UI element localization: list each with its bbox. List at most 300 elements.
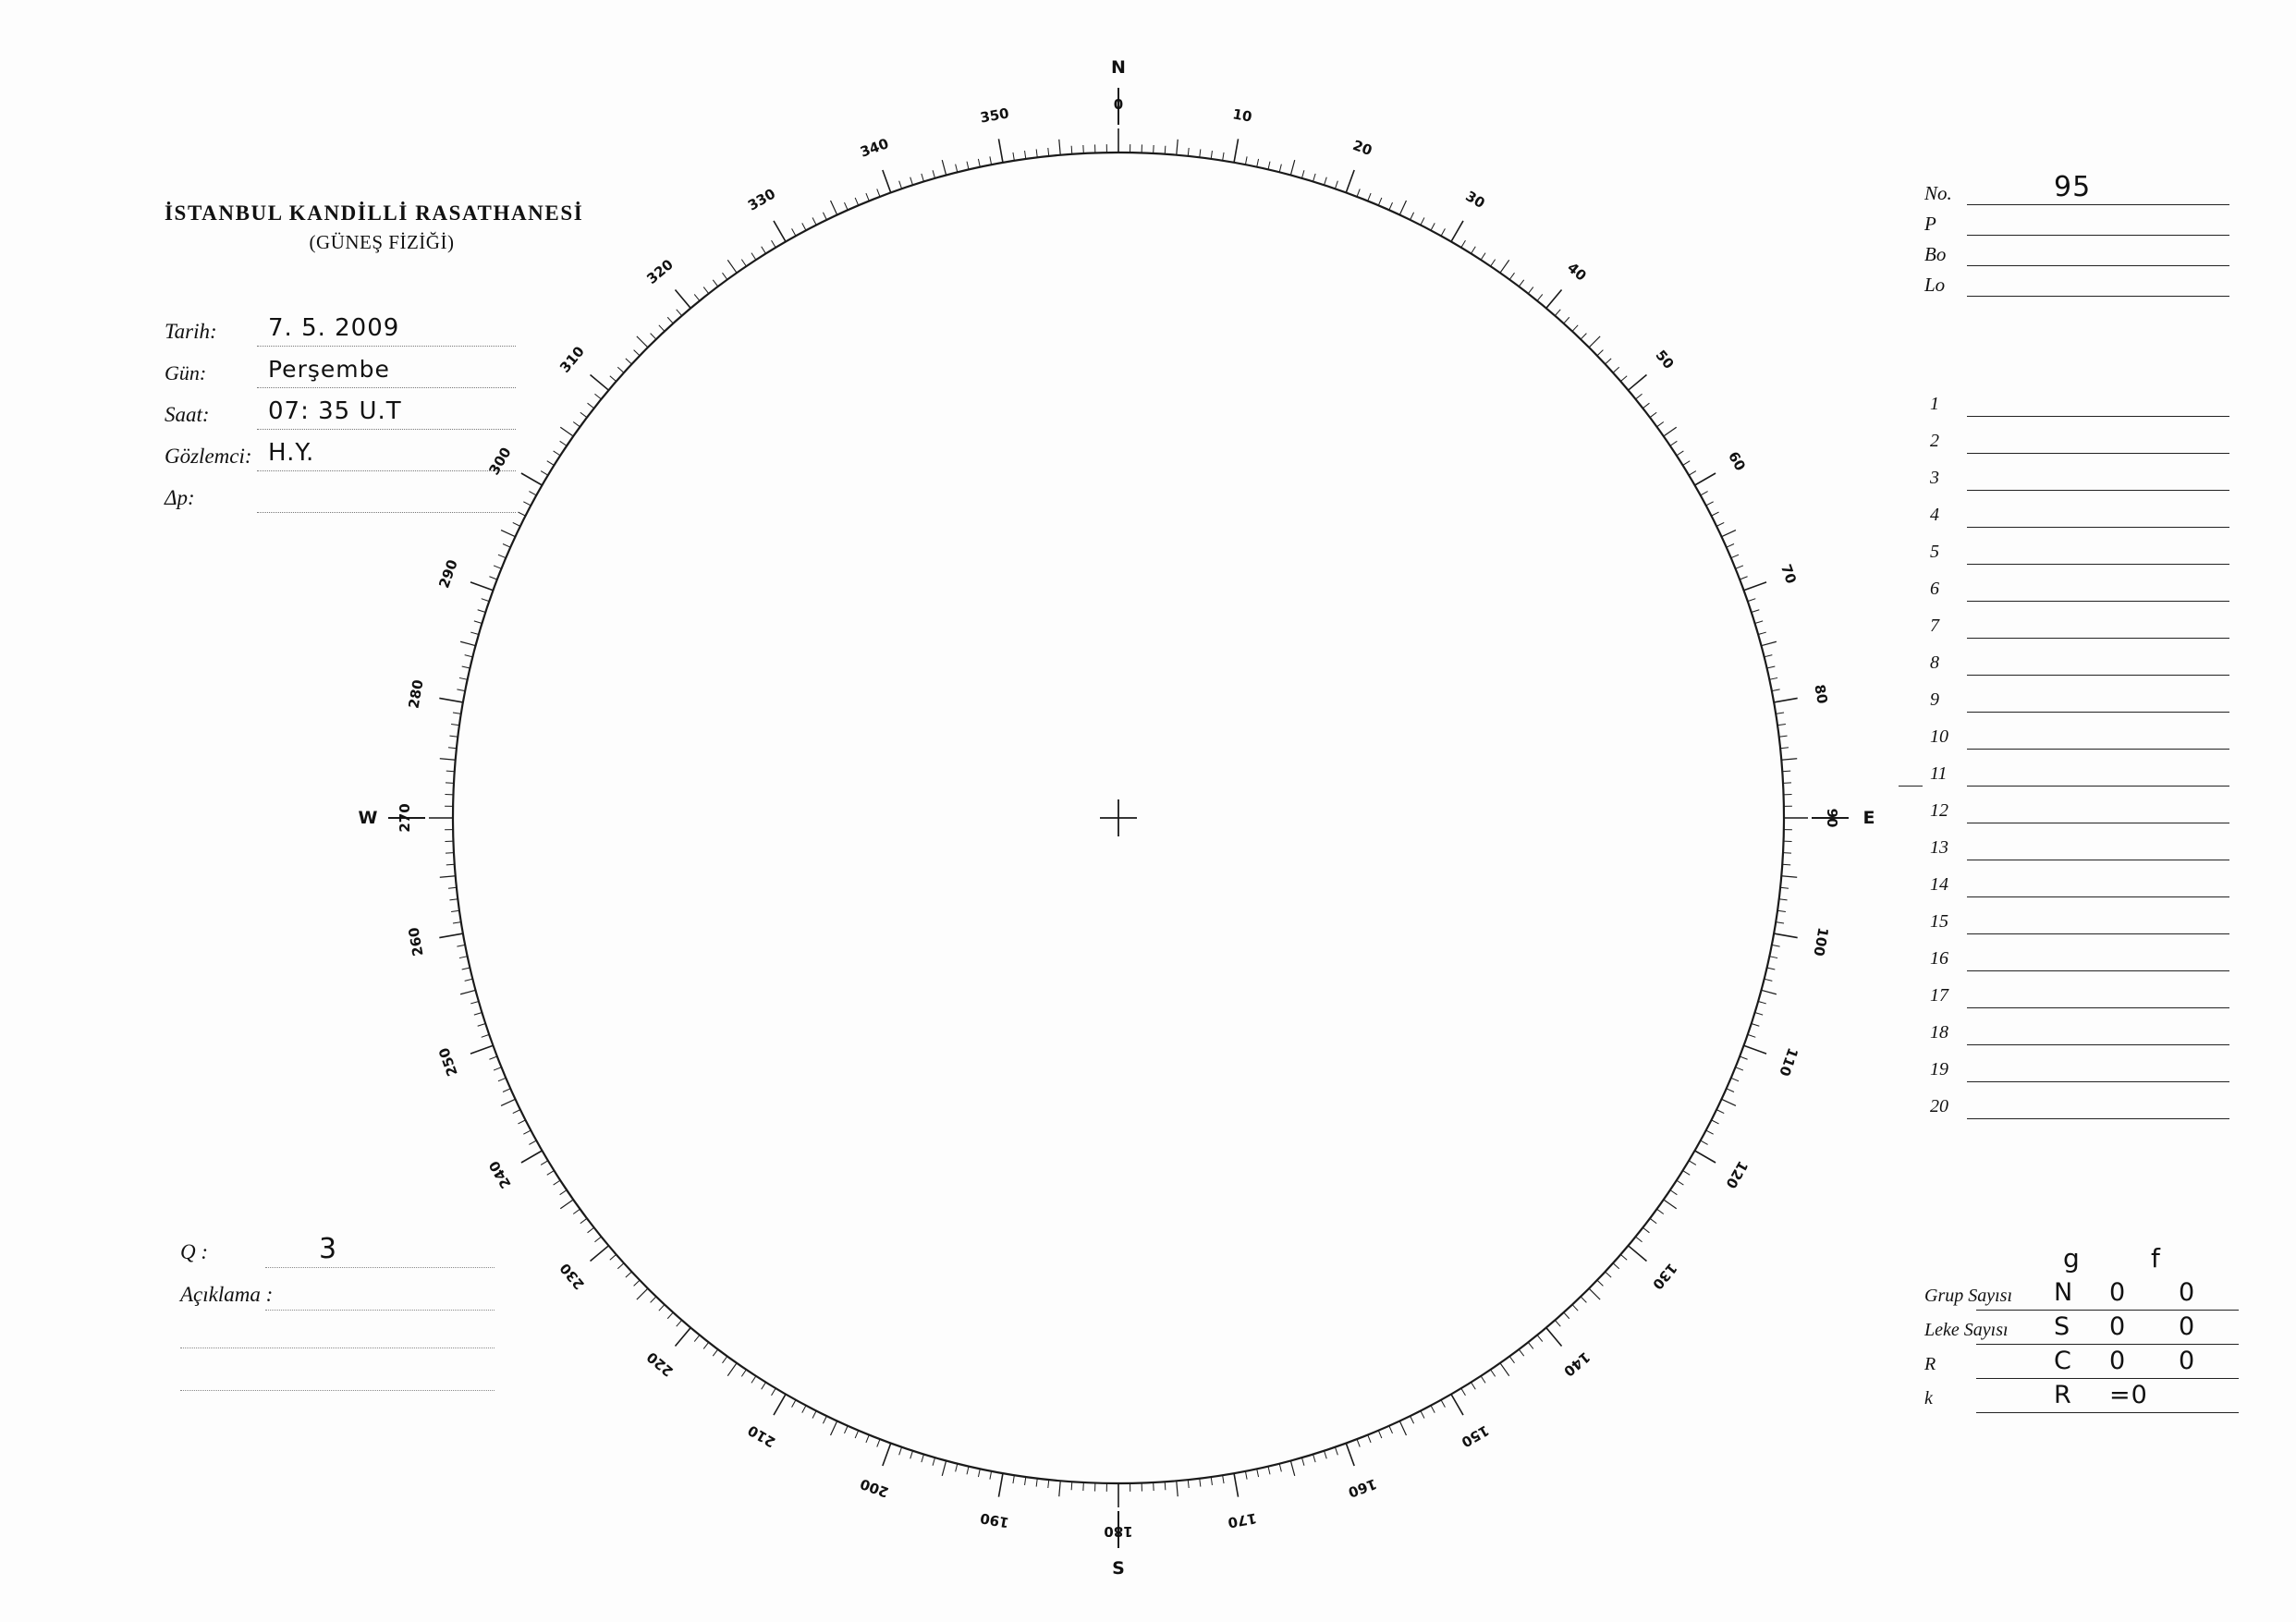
disk-tick [634,1280,640,1286]
numbered-row[interactable] [1924,721,2229,758]
disk-tick [1701,492,1708,495]
numbered-row[interactable] [1924,943,2229,980]
disk-tick [449,899,458,900]
summary-block [1924,1243,2239,1417]
disk-degree-label: 0 [1113,96,1124,113]
panel-lo-rule [1967,296,2229,297]
disk-tick [1059,1481,1060,1496]
disk-tick [1200,1479,1201,1487]
disk-tick [1689,1161,1696,1165]
numbered-row-rule [1967,933,2229,934]
disk-tick [591,1246,609,1262]
disk-tick [1572,1305,1578,1311]
disk-tick [1013,152,1014,161]
disk-tick [1346,1444,1354,1466]
panel-bo-label: Bo [1924,243,1947,265]
disk-tick [503,543,510,547]
panel-no-value[interactable]: 95 [2054,171,2092,203]
row-pointer-tick [1899,786,1923,787]
disk-tick [1165,1482,1166,1490]
disk-tick [474,1013,482,1016]
disk-tick [1013,1475,1014,1483]
disk-tick [610,376,617,382]
numbered-row[interactable] [1924,832,2229,869]
disk-tick [751,253,756,261]
numbered-row-index: 18 [1930,1022,1948,1043]
summary-k-hemisphere[interactable]: R [2054,1381,2072,1409]
cardinal-e-label: E [1862,808,1875,828]
disk-tick [1736,1067,1743,1070]
disk-tick [1537,1335,1543,1342]
disk-tick [883,1444,891,1466]
disk-degree-label: 130 [1649,1260,1681,1293]
disk-tick [1765,979,1773,981]
disk-tick [513,522,520,526]
summary-row-k [1924,1383,2239,1417]
disk-tick [1722,1099,1736,1105]
summary-column-headers [1924,1243,2239,1280]
disk-tick [883,170,891,192]
numbered-row[interactable] [1924,684,2229,721]
disk-tick [1461,1388,1466,1396]
disk-tick [573,1209,580,1213]
disk-degree-label: 10 [1231,105,1253,126]
disk-tick [1748,1034,1756,1037]
disk-tick [956,165,958,173]
panel-lo-label: Lo [1924,274,1946,296]
disk-degree-label: 300 [485,444,516,479]
disk-tick [1546,290,1562,309]
disk-degree-label: 150 [1458,1421,1493,1451]
numbered-row[interactable] [1924,869,2229,906]
disk-tick [494,566,501,568]
field-day-label: Gün: [165,361,207,384]
disk-tick [1537,294,1543,300]
disk-tick [1421,217,1424,225]
disk-tick [675,290,690,309]
disk-degree-label: 40 [1564,259,1590,285]
numbered-row[interactable] [1924,1091,2229,1128]
disk-degree-label: 220 [642,1348,677,1381]
disk-tick [1752,610,1760,613]
disk-tick [446,771,455,772]
quality-label: Q : [180,1240,209,1263]
disk-tick [956,1464,958,1472]
disk-tick [1491,260,1496,266]
disk-tick [1268,162,1270,170]
summary-row-r [1924,1348,2239,1383]
disk-tick [591,374,609,390]
disk-tick [741,1370,746,1376]
disk-tick [1636,394,1643,399]
disk-tick [439,933,463,938]
disk-tick [1528,1342,1533,1348]
disk-tick [1509,273,1514,279]
disk-tick [1257,1469,1259,1477]
disk-tick [1597,350,1603,356]
numbered-row-index: 8 [1930,652,1939,673]
disk-tick [554,451,561,456]
disk-tick [1772,945,1780,946]
numbered-row[interactable] [1924,1054,2229,1091]
disk-tick [713,280,717,287]
summary-r-g[interactable]: 0 [2109,1347,2127,1375]
organization-name: İSTANBUL KANDİLLİ RASATHANESİ [165,201,584,225]
disk-tick [1519,280,1523,287]
disk-tick [1071,1482,1072,1490]
disk-tick [1555,1320,1560,1326]
disk-tick [792,228,796,236]
disk-tick [1650,412,1656,417]
disk-tick [451,910,459,911]
disk-tick [703,1342,709,1348]
disk-tick [990,1471,992,1480]
disk-tick [1758,1001,1766,1003]
disk-tick [1727,1089,1734,1092]
disk-tick [1378,1431,1382,1438]
numbered-row-index: 12 [1930,800,1948,821]
disk-tick [1335,181,1337,189]
disk-tick [1564,317,1569,323]
numbered-row-index: 19 [1930,1059,1948,1079]
summary-col-g: g [2063,1243,2081,1274]
disk-tick [465,979,473,981]
numbered-row[interactable] [1924,795,2229,832]
disk-tick [723,273,727,279]
disk-tick [762,247,766,254]
disk-tick [1335,1447,1337,1456]
numbered-row-index: 14 [1930,874,1948,895]
disk-tick [1683,461,1691,466]
disk-tick [1301,170,1303,178]
numbered-row-index: 3 [1930,468,1939,488]
cardinal-s-label: S [1112,1558,1125,1579]
disk-tick [1670,1190,1677,1195]
disk-tick [560,1200,573,1209]
disk-tick [554,1180,561,1185]
disk-tick [694,294,700,300]
disk-tick [1650,1218,1656,1223]
numbered-row[interactable] [1924,425,2229,462]
disk-tick [1689,471,1696,476]
disk-tick [560,441,567,445]
disk-tick [1620,1254,1627,1260]
panel-no-rule [1967,204,2229,205]
disk-tick [1048,1480,1049,1488]
disk-tick [1772,689,1780,691]
disk-tick [1782,864,1790,865]
disk-tick [1716,1110,1724,1114]
numbered-row[interactable] [1924,462,2229,499]
disk-tick [998,139,1003,163]
disk-tick [474,621,482,624]
numbered-row-rule [1967,712,2229,713]
disk-tick [446,864,455,865]
disk-tick [462,666,470,668]
disk-tick [1620,376,1627,382]
numbered-row[interactable] [1924,1017,2229,1054]
panel-row-no [1924,171,2229,211]
disk-degree-label: 330 [744,185,779,215]
disk-tick [547,461,555,466]
numbered-row[interactable] [1924,610,2229,647]
disk-tick [1769,677,1777,679]
disk-tick [990,156,992,165]
disk-tick [470,1045,493,1054]
disk-tick [922,1455,924,1463]
numbered-row[interactable] [1924,536,2229,573]
disk-tick [1701,1140,1708,1144]
disk-svg [351,51,1886,1585]
disk-tick [659,325,665,332]
disk-tick [513,1110,520,1114]
disk-tick [1461,240,1466,248]
disk-tick [1059,140,1060,155]
disk-tick [594,394,601,399]
disk-tick [439,698,463,702]
disk-tick [1025,1477,1026,1485]
disk-tick [1712,512,1719,516]
disk-tick [855,1431,859,1438]
disk-tick [457,689,465,691]
summary-k-label: k [1924,1388,1933,1409]
disk-tick [899,181,902,189]
disk-tick [489,577,496,579]
disk-tick [1769,957,1777,958]
summary-k-g[interactable]: =0 [2109,1381,2148,1409]
summary-spot-count-f[interactable]: 0 [2179,1312,2196,1341]
disk-degree-label: 250 [434,1045,461,1079]
numbered-row[interactable] [1924,499,2229,536]
disk-tick [440,876,456,877]
panel-p-rule [1967,235,2229,236]
disk-tick [1399,201,1406,214]
disk-tick [1519,1349,1523,1356]
disk-tick [560,427,573,436]
numbered-row-index: 15 [1930,911,1948,932]
field-delta-p-label: Δp: [165,486,195,509]
disk-tick [1211,1477,1212,1485]
disk-tick [1411,1416,1414,1423]
disk-tick [703,287,709,294]
disk-tick [1491,1370,1496,1376]
disk-tick [866,193,869,201]
disk-tick [1481,253,1485,261]
disk-tick [1279,1464,1281,1472]
numbered-row-rule [1967,564,2229,565]
disk-degree-label: 350 [978,104,1010,127]
disk-tick [449,736,458,737]
numbered-row[interactable] [1924,647,2229,684]
disk-tick [1670,441,1677,445]
disk-tick [1546,1328,1562,1347]
numbered-row-index: 5 [1930,542,1939,562]
numbered-row-index: 6 [1930,579,1939,599]
disk-tick [967,162,969,170]
disk-degree-label: 310 [556,342,588,376]
numbered-row-index: 2 [1930,431,1939,451]
panel-row-bo [1924,241,2229,272]
numbered-row[interactable] [1924,758,2229,795]
disk-tick [1758,632,1766,634]
disk-tick [1643,1227,1649,1233]
disk-tick [1290,160,1294,175]
disk-tick [762,1383,766,1390]
disk-tick [1777,910,1786,911]
disk-tick [677,310,682,316]
disk-tick [503,1089,510,1092]
disk-tick [812,1411,816,1419]
disk-tick [1765,655,1773,657]
field-observer-label: Gözlemci: [165,445,252,468]
disk-tick [501,531,515,537]
summary-spot-count-hemisphere[interactable]: S [2054,1312,2071,1341]
disk-tick [1736,566,1743,568]
disk-tick [978,1469,980,1477]
disk-degree-label: 70 [1777,562,1801,586]
disk-tick [448,748,457,749]
disk-tick [501,1099,515,1105]
field-date-value[interactable]: 7. 5. 2009 [268,314,400,342]
numbered-row-rule [1967,490,2229,491]
numbered-row-rule [1967,896,2229,897]
disk-tick [1048,148,1049,156]
field-observer-value[interactable]: H.Y. [268,439,315,467]
disk-tick [1313,1455,1316,1463]
summary-group-count-f[interactable]: 0 [2179,1278,2196,1307]
disk-tick [1188,1480,1189,1488]
numbered-row-index: 10 [1930,726,1948,747]
disk-tick [523,1130,531,1134]
disk-tick [1695,473,1716,485]
disk-tick [772,240,776,248]
summary-group-count-hemisphere[interactable]: N [2054,1278,2074,1307]
numbered-row-index: 9 [1930,689,1939,710]
note-label: Açıklama : [180,1283,274,1306]
summary-group-count-label: Grup Sayısı [1924,1286,2012,1306]
disk-tick [1606,359,1612,364]
disk-tick [1589,1288,1600,1299]
disk-tick [1781,759,1797,760]
disk-tick [1324,1451,1326,1459]
disk-tick [942,160,946,175]
numbered-row-rule [1967,1007,2229,1008]
disk-tick [470,582,493,591]
numbered-row[interactable] [1924,573,2229,610]
disk-tick [967,1467,969,1475]
disk-tick [1025,151,1026,159]
disk-tick [831,201,837,214]
disk-tick [667,1312,673,1319]
disk-tick [1472,1383,1476,1390]
disk-tick [823,213,826,220]
disk-tick [1368,1435,1371,1443]
disk-tick [1421,1411,1424,1419]
summary-spot-count-g[interactable]: 0 [2109,1312,2127,1341]
disk-tick [1782,771,1790,772]
disk-tick [1572,325,1578,332]
disk-tick [1313,174,1316,182]
disk-tick [1606,1272,1612,1277]
disk-tick [1643,403,1649,409]
disk-tick [802,223,806,230]
field-day-value[interactable]: Perşembe [268,356,390,383]
disk-tick [489,1056,496,1059]
summary-group-count-g[interactable]: 0 [2109,1278,2127,1307]
disk-tick [741,260,746,266]
field-time-value[interactable]: 07: 35 U.T [268,397,402,425]
cardinal-n-label: N [1111,57,1126,78]
field-time-label: Saat: [165,403,210,426]
numbered-row-index: 13 [1930,837,1948,858]
organization-subtitle: (GÜNEŞ FİZİĞİ) [309,231,455,253]
disk-tick [1378,198,1382,205]
cardinal-w-label: W [358,808,378,828]
disk-tick [1740,577,1747,579]
disk-tick [626,1272,632,1277]
disk-tick [651,334,656,339]
summary-r-hemisphere[interactable]: C [2054,1347,2072,1375]
panel-row-lo [1924,272,2229,302]
disk-tick [518,1120,525,1124]
disk-tick [751,1376,756,1384]
quality-value[interactable]: 3 [319,1233,338,1265]
disk-tick [573,422,580,427]
disk-tick [1357,1439,1360,1446]
numbered-row-rule [1967,638,2229,639]
numbered-row[interactable] [1924,388,2229,425]
disk-tick [831,1421,837,1435]
summary-r-f[interactable]: 0 [2179,1347,2196,1375]
disk-tick [1177,140,1178,155]
disk-tick [498,1078,506,1081]
numbered-row-rule [1967,1081,2229,1082]
disk-tick [547,1171,555,1176]
disk-tick [1234,139,1239,163]
numbered-row-index: 1 [1930,394,1939,414]
summary-row-spot-count [1924,1314,2239,1348]
disk-tick [1779,736,1788,737]
disk-tick [1716,522,1724,526]
disk-degree-label: 100 [1810,926,1832,958]
numbered-row-index: 4 [1930,505,1939,525]
disk-tick [1389,202,1393,210]
disk-tick [529,492,536,495]
disk-tick [1431,1406,1435,1413]
disk-tick [1389,1426,1393,1433]
disk-degree-label: 210 [744,1421,779,1451]
disk-tick [1481,1376,1485,1384]
disk-tick [1767,968,1776,970]
disk-tick [1780,887,1789,888]
numbered-row-index: 17 [1930,985,1948,1006]
disk-tick [470,1001,479,1003]
disk-degree-label: 240 [485,1157,516,1192]
numbered-row-index: 20 [1930,1096,1948,1116]
numbered-row-rule [1967,970,2229,971]
disk-tick [610,1254,617,1260]
disk-tick [518,512,525,516]
disk-tick [774,1395,786,1416]
disk-tick [659,1305,665,1311]
disk-tick [727,260,737,273]
numbered-row[interactable] [1924,980,2229,1017]
numbered-row[interactable] [1924,906,2229,943]
disk-tick [933,1457,934,1466]
disk-tick [634,350,640,356]
disk-tick [899,1447,902,1456]
disk-tick [651,1297,656,1302]
